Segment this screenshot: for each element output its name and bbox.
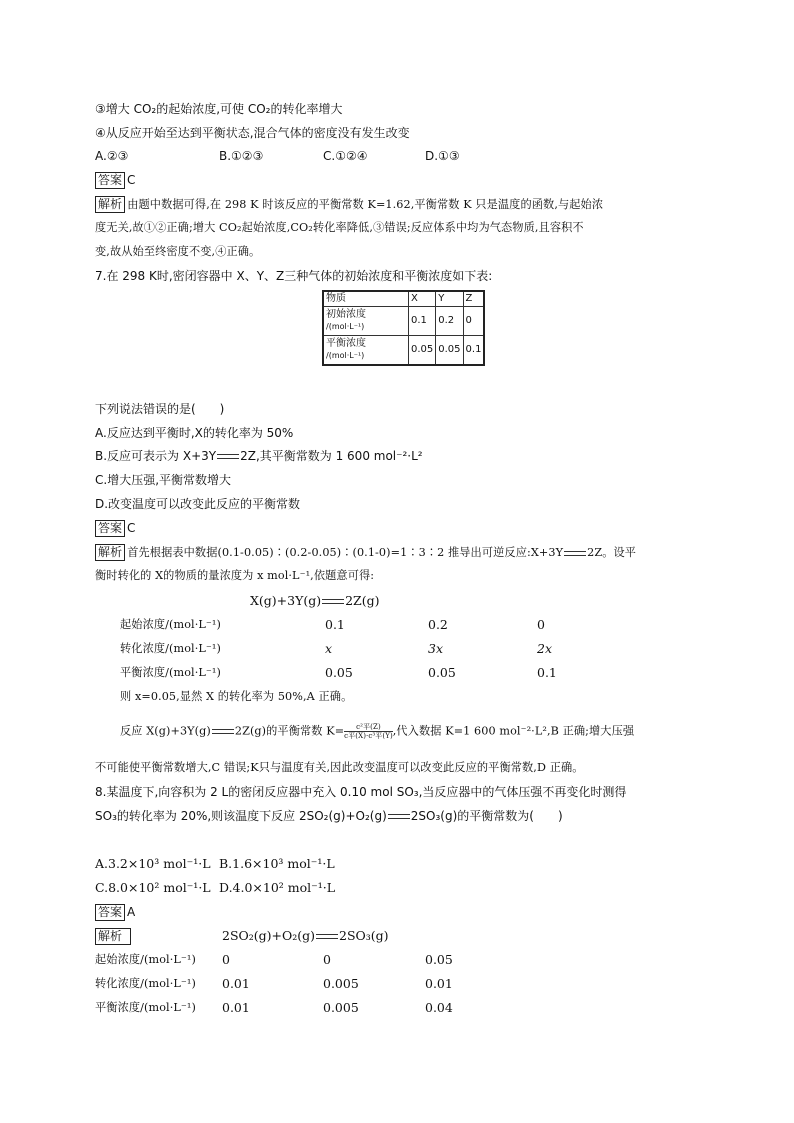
q8-row-label: 起始浓度/(mol·L⁻¹) [95, 953, 196, 966]
table-header-cell: X [409, 291, 436, 307]
q8-explanation-tag [95, 928, 133, 945]
q6-option-a: A.②③ [95, 149, 129, 163]
q8-stem-line-1: 8.某温度下,向容积为 2 L的密闭反应器中充入 0.10 mol SO₃,当反应器中的气体压强不再变化时测得 [95, 785, 627, 799]
q7-cell: 2x [537, 641, 553, 656]
stem-text: 2SO₃(g)的平衡常数为( ) [410, 809, 563, 823]
equilibrium-arrow-icon [212, 729, 234, 734]
q7-option-d: D.改变温度可以改变此反应的平衡常数 [95, 497, 301, 511]
q6-explanation-line-3: 变,故从始至终密度不变,④正确。 [95, 245, 261, 258]
q7-explanation-line-1 [95, 544, 636, 561]
q6-explanation-line-1 [95, 196, 603, 213]
q7-cell: 0.05 [325, 665, 353, 680]
table-header-row [323, 291, 484, 307]
q6-option-b: B.①②③ [219, 149, 264, 163]
q8-option-c: C.8.0×10² mol⁻¹·L [95, 880, 211, 895]
equilibrium-arrow-icon [564, 551, 586, 556]
equilibrium-arrow-icon [388, 814, 410, 819]
table-row [323, 307, 484, 336]
k-denominator: c平(X)·c³平(Y) [344, 732, 393, 740]
q7-row-label: 起始浓度/(mol·L⁻¹) [120, 618, 221, 631]
q7-conclusion: 则 x=0.05,显然 X 的转化率为 50%,A 正确。 [120, 690, 353, 703]
q7-k-expression-line-2: 不可能使平衡常数增大,C 错误;K只与温度有关,因此改变温度可以改变此反应的平衡常数,D 正确。 [95, 761, 584, 774]
q8-option-b: B.1.6×10³ mol⁻¹·L [219, 856, 335, 871]
table-row-label-line: /(mol·L⁻¹) [326, 351, 365, 360]
k-fraction [344, 723, 393, 740]
explanation-tag: 解析 [95, 928, 131, 945]
q8-reaction-equation [222, 928, 389, 944]
table-row-label-line: 平衡浓度 [326, 338, 366, 349]
q8-option-a: A.3.2×10³ mol⁻¹·L [95, 856, 211, 871]
explanation-text: ,代入数据 K=1 600 mol⁻²·L²,B 正确;增大压强 [392, 724, 635, 738]
q7-k-expression-line-1 [120, 723, 634, 740]
q8-answer [95, 904, 135, 921]
q7-row-label: 平衡浓度/(mol·L⁻¹) [120, 666, 221, 679]
q8-cell: 0 [222, 952, 230, 967]
q7-cell: 0.05 [428, 665, 456, 680]
explanation-tag: 解析 [95, 544, 125, 561]
table-cell: 0 [463, 307, 484, 336]
q7-cell: 0 [537, 617, 545, 632]
q8-cell: 0.04 [425, 1000, 453, 1015]
table-header-cell: Z [463, 291, 484, 307]
table-cell: 0.05 [436, 336, 463, 366]
q6-answer [95, 172, 135, 189]
q7-cell: 3x [428, 641, 444, 656]
table-cell: 0.2 [436, 307, 463, 336]
q7-option-b [95, 448, 423, 464]
option-text: 2Z,其平衡常数为 1 600 mol⁻²·L² [240, 449, 423, 463]
option-text: B.反应可表示为 X+3Y [95, 449, 217, 463]
explanation-tag: 解析 [95, 196, 125, 213]
q7-option-a: A.反应达到平衡时,X的转化率为 50% [95, 426, 294, 440]
explanation-text: 由题中数据可得,在 298 K 时该反应的平衡常数 K=1.62,平衡常数 K 只是温度的函数,与起始浓 [127, 198, 604, 211]
q6-option-c: C.①②④ [323, 149, 368, 163]
equation-text: 2SO₃(g) [339, 928, 389, 943]
q8-cell: 0.01 [222, 1000, 250, 1015]
explanation-text: 2Z(g)的平衡常数 K= [234, 724, 345, 738]
q7-reaction-equation [250, 593, 380, 609]
q6-option-d: D.①③ [425, 149, 460, 163]
q8-cell: 0.005 [323, 976, 359, 991]
equilibrium-arrow-icon [322, 599, 344, 604]
explanation-text: 首先根据表中数据(0.1-0.05)∶(0.2-0.05)∶(0.1-0)=1∶3∶2 推导出可逆反应:X+3Y [127, 546, 564, 559]
q7-cell: x [325, 641, 333, 656]
q6-item-3: ③增大 CO₂的起始浓度,可使 CO₂的转化率增大 [95, 102, 343, 116]
equation-text: X(g)+3Y(g) [250, 593, 322, 608]
equilibrium-arrow-icon [217, 454, 239, 459]
q7-question: 下列说法错误的是( ) [95, 402, 225, 416]
q7-answer [95, 520, 135, 537]
q8-row-label: 转化浓度/(mol·L⁻¹) [95, 977, 196, 990]
q7-cell: 0.1 [325, 617, 345, 632]
q8-cell: 0.005 [323, 1000, 359, 1015]
q8-cell: 0.01 [425, 976, 453, 991]
table-row-label [323, 336, 409, 366]
k-numerator: c²平(Z) [344, 723, 393, 732]
q7-cell: 0.1 [537, 665, 557, 680]
answer-tag: 答案 [95, 172, 125, 189]
q8-option-d: D.4.0×10² mol⁻¹·L [219, 880, 336, 895]
table-row-label [323, 307, 409, 336]
answer-value: C [127, 521, 136, 535]
table-row [323, 336, 484, 366]
answer-tag: 答案 [95, 520, 125, 537]
q7-explanation-line-2: 衡时转化的 X的物质的量浓度为 x mol·L⁻¹,依题意可得: [95, 569, 375, 582]
q8-cell: 0.05 [425, 952, 453, 967]
answer-value: A [127, 905, 136, 919]
table-row-label-line: 初始浓度 [326, 309, 366, 320]
q7-stem: 7.在 298 K时,密闭容器中 X、Y、Z三种气体的初始浓度和平衡浓度如下表: [95, 269, 493, 283]
table-row-label-line: /(mol·L⁻¹) [326, 322, 365, 331]
q8-cell: 0.01 [222, 976, 250, 991]
q8-cell: 0 [323, 952, 331, 967]
q7-option-c: C.增大压强,平衡常数增大 [95, 473, 232, 487]
table-cell: 0.1 [409, 307, 436, 336]
q7-cell: 0.2 [428, 617, 448, 632]
q7-concentration-table [322, 290, 485, 366]
equation-text: 2SO₂(g)+O₂(g) [222, 928, 316, 943]
q7-row-label: 转化浓度/(mol·L⁻¹) [120, 642, 221, 655]
equilibrium-arrow-icon [316, 934, 338, 939]
q8-stem-line-2 [95, 808, 563, 824]
answer-tag: 答案 [95, 904, 125, 921]
stem-text: SO₃的转化率为 20%,则该温度下反应 2SO₂(g)+O₂(g) [95, 809, 387, 823]
q6-explanation-line-2: 度无关,故①②正确;增大 CO₂起始浓度,CO₂转化率降低,③错误;反应体系中均为气态物质,且容积不 [95, 221, 584, 234]
q6-item-4: ④从反应开始至达到平衡状态,混合气体的密度没有发生改变 [95, 126, 410, 140]
table-cell: 0.1 [463, 336, 484, 366]
equation-text: 2Z(g) [345, 593, 380, 608]
table-header-cell: 物质 [323, 291, 409, 307]
explanation-text: 反应 X(g)+3Y(g) [120, 724, 211, 738]
q8-row-label: 平衡浓度/(mol·L⁻¹) [95, 1001, 196, 1014]
explanation-text: 2Z。设平 [587, 546, 637, 559]
table-cell: 0.05 [409, 336, 436, 366]
table-header-cell: Y [436, 291, 463, 307]
answer-value: C [127, 173, 136, 187]
